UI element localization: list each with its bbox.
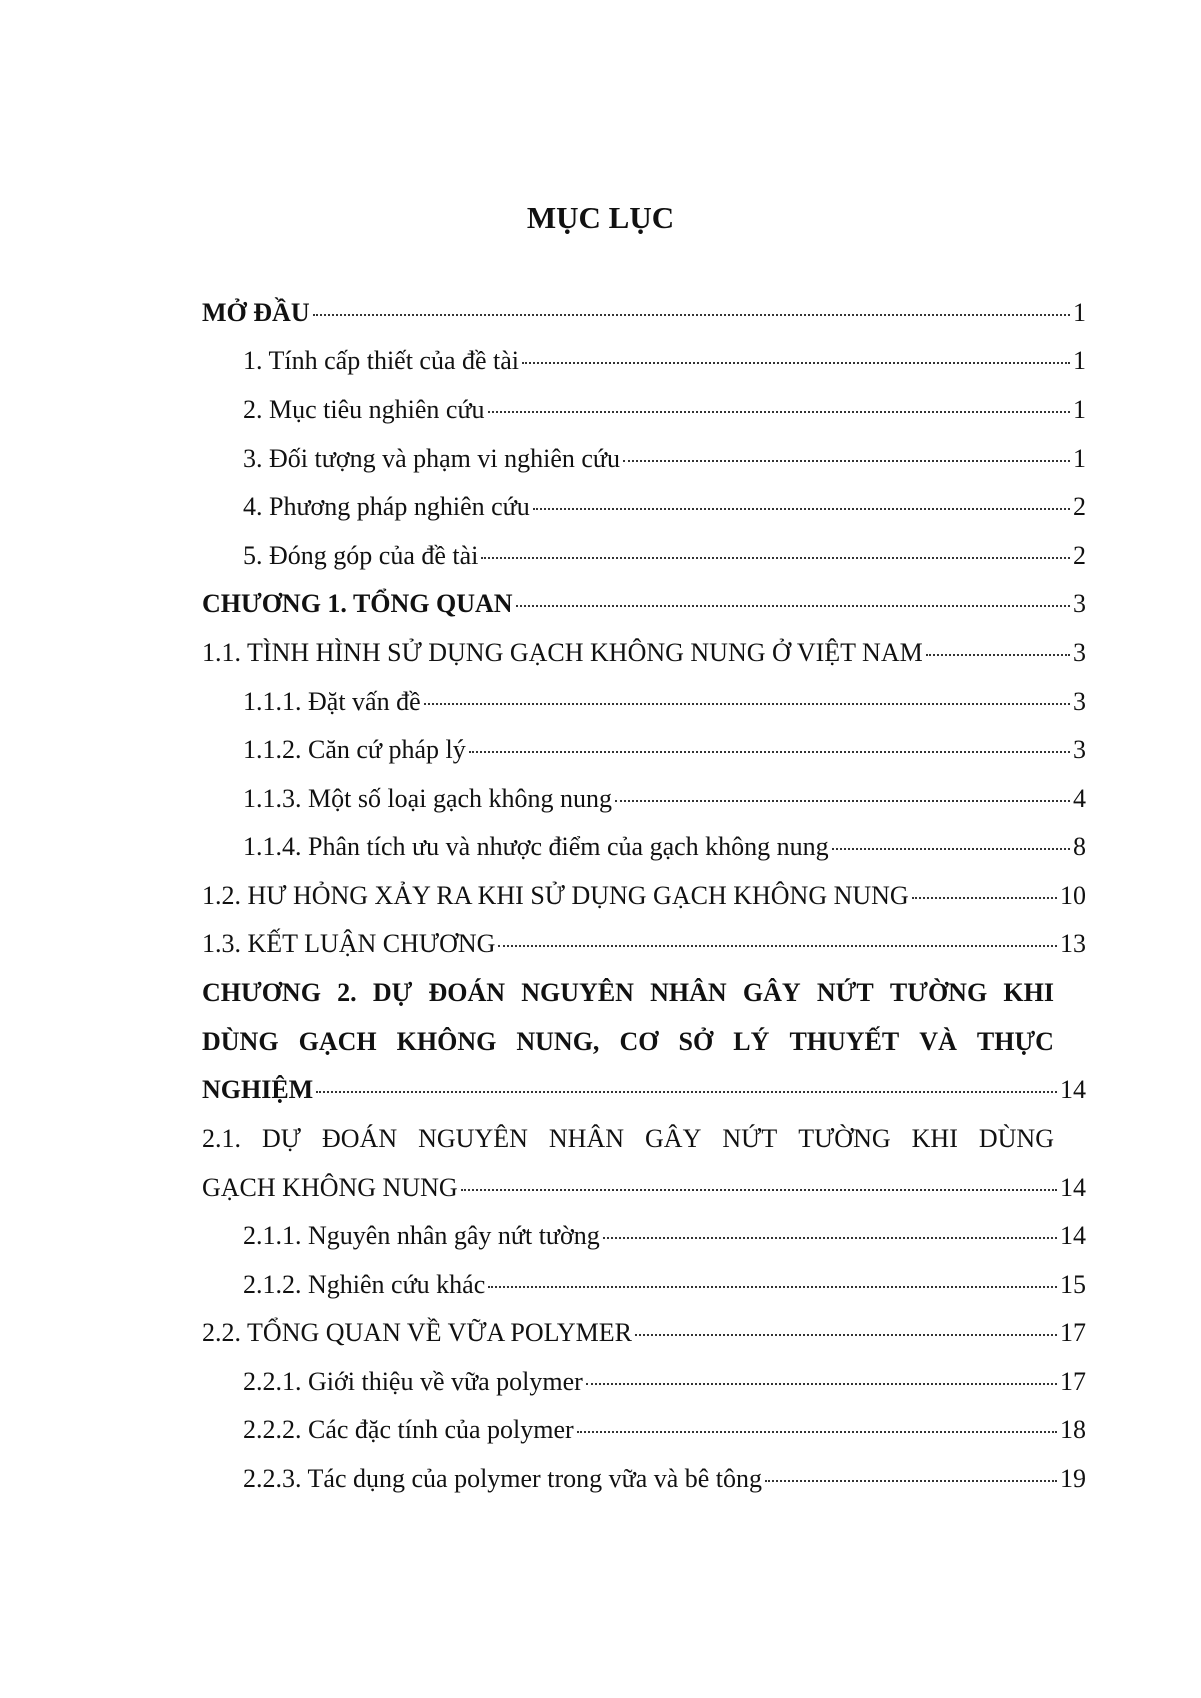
dot-leader [461, 1189, 1057, 1191]
toc-entry[interactable] [243, 1268, 1086, 1302]
dot-leader [912, 897, 1057, 899]
toc-entry-text: 1.1.2. Căn cứ pháp lý [243, 735, 466, 764]
dot-leader [516, 605, 1070, 607]
page-title: MỤC LỤC [526, 200, 675, 235]
toc-entry-page: 19 [1060, 1464, 1086, 1493]
toc-entry-page: 3 [1073, 638, 1086, 667]
toc-entry-text: 2.1.1. Nguyên nhân gây nứt tường [243, 1221, 600, 1250]
toc-entry-page: 1 [1073, 346, 1086, 375]
toc-entry[interactable] [243, 830, 1086, 864]
toc-entry-page: 17 [1060, 1367, 1086, 1396]
dot-leader [316, 1091, 1057, 1093]
toc-entry-text: 2.2. TỔNG QUAN VỀ VỮA POLYMER [202, 1318, 632, 1347]
toc-entry-text: 1.1.4. Phân tích ưu và nhược điểm của gạch không nung [243, 832, 829, 861]
toc-entry-line[interactable]: 2.1. DỰ ĐOÁN NGUYÊN NHÂN GÂY NỨT TƯỜNG KHI DÙNG [202, 1124, 1054, 1153]
dot-leader [926, 654, 1070, 656]
toc-entry-text: 1. Tính cấp thiết của đề tài [243, 346, 520, 375]
toc-entry-text: 5. Đóng góp của đề tài [243, 541, 479, 570]
toc-entry-page: 8 [1073, 832, 1086, 861]
toc-entry[interactable] [243, 685, 1086, 719]
toc-entry-text: 4. Phương pháp nghiên cứu [243, 492, 530, 521]
toc-entry[interactable] [243, 490, 1086, 524]
dot-leader [615, 800, 1070, 802]
toc-entry-page: 3 [1073, 735, 1086, 764]
dot-leader [522, 362, 1070, 364]
toc-entry-page: 3 [1073, 687, 1086, 716]
toc-entry[interactable] [243, 1462, 1086, 1496]
toc-entry[interactable] [202, 296, 1086, 330]
toc-entry-text: 1.3. KẾT LUẬN CHƯƠNG [202, 929, 496, 958]
dot-leader [623, 460, 1070, 462]
dot-leader [481, 557, 1070, 559]
dot-leader [498, 945, 1057, 947]
toc-entry-text: 1.2. HƯ HỎNG XẢY RA KHI SỬ DỤNG GẠCH KHÔNG NUNG [202, 881, 909, 910]
toc-entry[interactable] [202, 1316, 1086, 1350]
toc-entry-text: NGHIỆM [202, 1075, 314, 1104]
toc-entry-text: GẠCH KHÔNG NUNG [202, 1173, 458, 1202]
dot-leader [832, 848, 1070, 850]
toc-entry-page: 2 [1073, 492, 1086, 521]
toc-entry[interactable] [202, 879, 1086, 913]
toc-entry-text: 1.1. TÌNH HÌNH SỬ DỤNG GẠCH KHÔNG NUNG Ở VIỆT NAM [202, 638, 923, 667]
toc-entry-page: 1 [1073, 298, 1086, 327]
toc-entry-text: 2.2.1. Giới thiệu về vữa polymer [243, 1367, 583, 1396]
toc-entry[interactable] [243, 539, 1086, 573]
toc-entry[interactable] [243, 1365, 1086, 1399]
dot-leader [577, 1431, 1057, 1433]
toc-entry-page: 1 [1073, 395, 1086, 424]
dot-leader [765, 1480, 1057, 1482]
dot-leader [603, 1237, 1057, 1239]
dot-leader [533, 508, 1070, 510]
dot-leader [469, 751, 1070, 753]
toc-entry[interactable] [243, 442, 1086, 476]
dot-leader [488, 411, 1070, 413]
toc-entry[interactable] [243, 344, 1086, 378]
toc-entry[interactable] [202, 1171, 1086, 1205]
toc-entry[interactable] [243, 782, 1086, 816]
toc-entry-text: MỞ ĐẦU [202, 298, 310, 327]
toc-entry-page: 4 [1073, 784, 1086, 813]
toc-entry-text: CHƯƠNG 1. TỔNG QUAN [202, 589, 513, 618]
dot-leader [586, 1383, 1057, 1385]
toc-entry-page: 14 [1060, 1173, 1086, 1202]
toc-entry-page: 10 [1060, 881, 1086, 910]
toc-entry[interactable] [202, 1073, 1086, 1107]
toc-entry[interactable] [243, 1413, 1086, 1447]
toc-entry[interactable] [243, 733, 1086, 767]
dot-leader [313, 314, 1070, 316]
toc-entry-text: 2.2.2. Các đặc tính của polymer [243, 1415, 574, 1444]
toc-entry-text: 1.1.3. Một số loại gạch không nung [243, 784, 613, 813]
toc-entry-text: 2.1.2. Nghiên cứu khác [243, 1270, 486, 1299]
toc-entry-page: 2 [1073, 541, 1086, 570]
dot-leader [424, 703, 1070, 705]
toc-entry-line[interactable]: DÙNG GẠCH KHÔNG NUNG, CƠ SỞ LÝ THUYẾT VÀ THỰC [202, 1027, 1054, 1056]
toc-entry[interactable] [243, 393, 1086, 427]
toc-entry-page: 14 [1060, 1075, 1086, 1104]
dot-leader [635, 1334, 1057, 1336]
toc-entry-page: 14 [1060, 1221, 1086, 1250]
toc-entry-page: 15 [1060, 1270, 1086, 1299]
toc-entry-text: 2.2.3. Tác dụng của polymer trong vữa và bê tông [243, 1464, 763, 1493]
toc-entry-page: 17 [1060, 1318, 1086, 1347]
toc-entry-page: 3 [1073, 589, 1086, 618]
toc-entry-page: 18 [1060, 1415, 1086, 1444]
toc-entry-text: 2. Mục tiêu nghiên cứu [243, 395, 485, 424]
toc-entry[interactable] [202, 927, 1086, 961]
toc-entry-text: 3. Đối tượng và phạm vi nghiên cứu [243, 444, 620, 473]
toc-entry[interactable] [202, 636, 1086, 670]
toc-entry-text: 1.1.1. Đặt vấn đề [243, 687, 421, 716]
toc-entry-page: 1 [1073, 444, 1086, 473]
toc-entry[interactable] [243, 1219, 1086, 1253]
dot-leader [488, 1286, 1057, 1288]
toc-entry-line[interactable]: CHƯƠNG 2. DỰ ĐOÁN NGUYÊN NHÂN GÂY NỨT TƯỜNG KHI [202, 978, 1054, 1007]
toc-entry-page: 13 [1060, 929, 1086, 958]
toc-entry[interactable] [202, 587, 1086, 621]
